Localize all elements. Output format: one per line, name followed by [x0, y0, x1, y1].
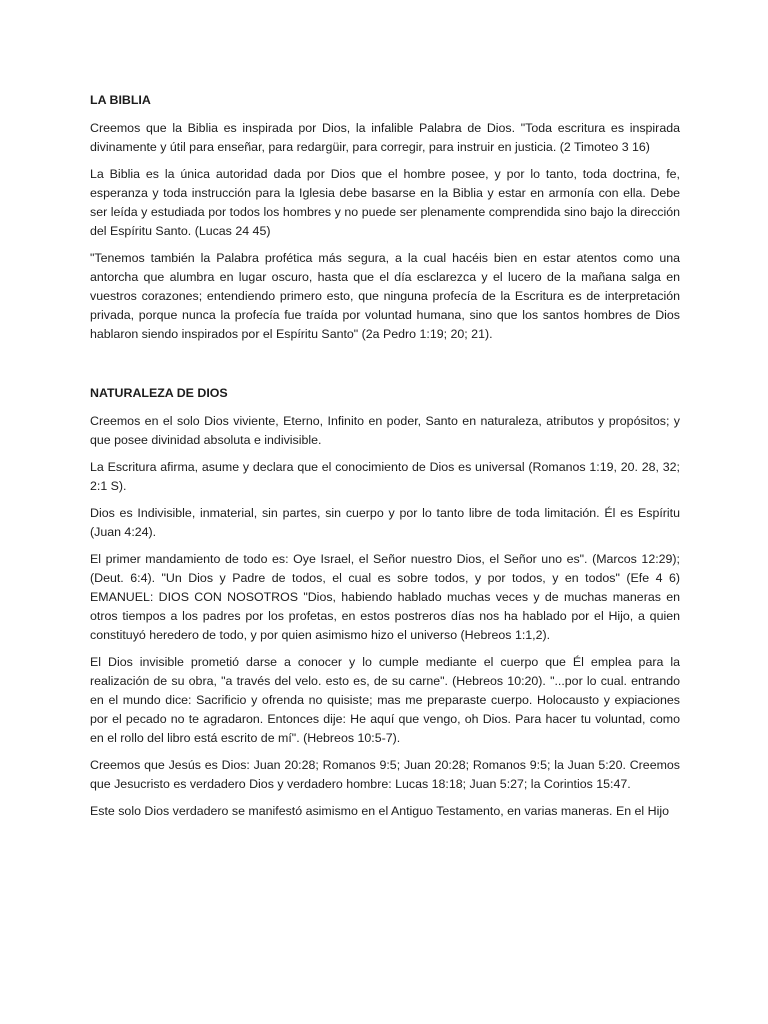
paragraph: Creemos que la Biblia es inspirada por Dios, la infalible Palabra de Dios. "Toda escritura es inspirada divinamente y útil para enseñar, para redargüir, para corregir, para instruir en justicia. (2 Timoteo 3 16) [90, 121, 680, 154]
paragraph: La Biblia es la única autoridad dada por Dios que el hombre posee, y por lo tanto, toda doctrina, fe, esperanza y toda instrucción para la Iglesia debe basarse en la Biblia y estar en armonía con ella. Debe ser leída y estudiada por todos los hombres y no puede ser plenamente comprendida sino bajo la dirección del Espíritu Santo. (Lucas 24 45) [90, 167, 680, 238]
document-body [90, 91, 680, 829]
paragraph: Este solo Dios verdadero se manifestó asimismo en el Antiguo Testamento, en varias maneras. En el Hijo [90, 804, 669, 818]
paragraph: Dios es Indivisible, inmaterial, sin partes, sin cuerpo y por lo tanto libre de toda limitación. Él es Espíritu (Juan 4:24). [90, 506, 680, 539]
section-heading-naturaleza-de-dios: NATURALEZA DE DIOS [90, 386, 228, 400]
paragraph: El Dios invisible prometió darse a conocer y lo cumple mediante el cuerpo que Él emplea para la realización de su obra, "a través del velo. esto es, de su carne". (Hebreos 10:20). "...por lo cual. entrando en el mundo dice: Sacrificio y ofrenda no quisiste; mas me preparaste cuerpo. Holocausto y expiaciones por el pecado no te agradaron. Entonces dije: He aquí que vengo, oh Dios. Para hacer tu voluntad, como en el rollo del libro está escrito de mí". (Hebreos 10:5-7). [90, 655, 680, 745]
paragraph: Creemos que Jesús es Dios: Juan 20:28; Romanos 9:5; Juan 20:28; Romanos 9:5; la Juan 5:20. Creemos que Jesucristo es verdadero Dios y verdadero hombre: Lucas 18:18; Juan 5:27; la Corintios 15:47. [90, 758, 680, 791]
paragraph: "Tenemos también la Palabra profética más segura, a la cual hacéis bien en estar atentos como una antorcha que alumbra en lugar oscuro, hasta que el día esclarezca y el lucero de la mañana salga en vuestros corazones; entendiendo primero esto, que ninguna profecía de la Escritura es de interpretación privada, porque nunca la profecía fue traída por voluntad humana, sino que los santos hombres de Dios hablaron siendo inspirados por el Espíritu Santo" (2a Pedro 1:19; 20; 21). [90, 251, 680, 341]
paragraph: La Escritura afirma, asume y declara que el conocimiento de Dios es universal (Romanos 1:19, 20. 28, 32; 2:1 S). [90, 460, 680, 493]
paragraph: Creemos en el solo Dios viviente, Eterno, Infinito en poder, Santo en naturaleza, atributos y propósitos; y que posee divinidad absoluta e indivisible. [90, 414, 680, 447]
section-spacer [90, 352, 680, 384]
paragraph: El primer mandamiento de todo es: Oye Israel, el Señor nuestro Dios, el Señor uno es". (Marcos 12:29); (Deut. 6:4). "Un Dios y Padre de todos, el cual es sobre todos, y por todos, y en todos" (Efe 4 6) EMANUEL: DIOS CON NOSOTROS "Dios, habiendo hablado muchas veces y de muchas maneras en otros tiempos a los padres por los profetas, en estos postreros días nos ha hablado por el Hijo, a quien constituyó heredero de todo, y por quien asimismo hizo el universo (Hebreos 1:1,2). [90, 552, 680, 642]
section-heading-la-biblia: LA BIBLIA [90, 93, 151, 107]
